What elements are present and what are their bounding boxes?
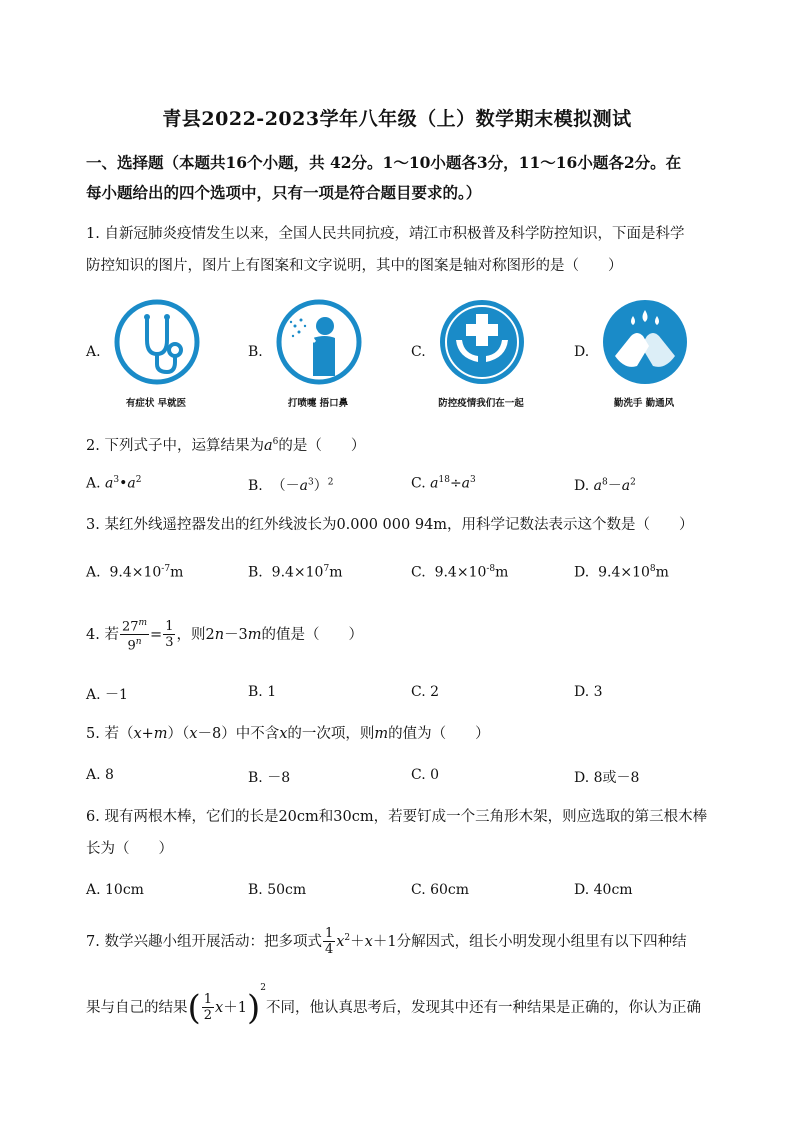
paren-close: ） [313,478,328,494]
option-c[interactable]: C. 2 [411,684,440,700]
fraction [323,926,335,957]
base: a [621,478,631,494]
base: a [593,478,602,494]
option-b[interactable]: B. －8 [248,770,291,786]
numerator: 1 [203,992,213,1008]
question-4 [86,616,716,654]
section-heading-line2: 每小题给出的四个选项中，只有一项是符合题目要求的。） [86,183,482,202]
exponent: m [138,618,148,628]
question-4-prefix: 4. 若 [86,626,119,643]
base: a [105,475,114,492]
question-1 [86,218,716,282]
plus-sign: ＋ [350,933,365,950]
fraction [202,992,214,1023]
question-6-line1: 6. 现有两根木棒，它们的长是20cm和30cm，若要钉成一个三角形木架，则应选取的第三根木棒 [86,809,708,825]
mantissa: 9.4×10 [109,564,162,581]
variable-m: m [153,726,168,742]
hands-cross-icon [436,296,528,388]
option-caption: 有症状 早就医 [125,398,187,409]
option-letter: C. [411,344,426,360]
stethoscope-icon [111,296,203,388]
unit: m [329,564,343,581]
question-6 [86,801,716,865]
denominator: 3 [165,635,174,651]
operator: • [119,475,128,492]
option-letter: B. [248,564,263,581]
question-2 [86,426,716,462]
minus-term: －3 [224,626,248,643]
option-d[interactable] [574,292,724,422]
variable-x: x [133,726,142,742]
option-letter: C. [411,564,426,581]
text: ＋1分解因式，组长小明发现小组里有以下四种结 [372,933,687,950]
question-7-line2 [86,968,716,1028]
question-5-options [86,767,726,791]
base: 9 [127,638,136,654]
option-caption: 防控疫情我们在一起 [438,398,524,409]
sneeze-icon [273,296,365,388]
option-a[interactable]: A. 10cm [86,882,144,898]
equals-sign: = [150,626,163,643]
denominator [120,635,149,653]
handwash-icon [599,296,691,388]
operator: ÷ [449,475,462,492]
option-b[interactable]: B. 1 [248,684,277,700]
option-d[interactable]: D. 40cm [574,882,633,898]
paren-open: ( [187,987,201,1028]
text: 的值为（ ） [388,726,490,742]
variable-m: m [247,626,262,643]
option-b[interactable] [248,564,342,581]
option-caption: 勤洗手 勤通风 [613,398,675,409]
plus-term: ＋1 [223,999,247,1016]
exponent: 3 [470,475,476,485]
question-3-options [86,564,726,588]
question-1-options [86,292,726,422]
text: + [141,726,154,742]
denominator: 2 [203,1008,213,1024]
exponent: 2 [344,933,351,943]
option-letter: D. [574,344,590,360]
unit: m [655,564,669,581]
variable-x: x [364,933,373,950]
option-b[interactable] [248,292,398,422]
fraction [163,619,175,650]
exponent: 2 [260,982,266,993]
unit: m [170,564,184,581]
text: 果与自己的结果 [86,999,188,1016]
mantissa: 9.4×10 [598,564,650,581]
section-heading-line1: 一、选择题（本题共16个小题，共 42分。1～10小题各3分，11～16小题各2分。在 [86,153,682,172]
option-c[interactable] [411,564,508,581]
option-d[interactable] [574,564,669,581]
option-letter: A. [86,475,101,492]
option-d[interactable]: D. 8或－8 [574,770,640,786]
text: ）（ [167,726,190,742]
mantissa: 9.4×10 [271,564,324,581]
question-2-options [86,475,726,499]
option-letter: A. [86,564,101,581]
operator: － [607,478,622,494]
option-b[interactable] [248,475,333,495]
variable-x: x [336,933,345,950]
variable-x: x [189,726,198,742]
variable-x: x [279,726,288,742]
base: a [127,475,136,492]
base: 27 [121,619,139,635]
question-4-suffix: 的值是（ ） [261,626,364,643]
paren-close: ) [246,987,261,1028]
question-7-line1 [86,918,716,962]
question-6-options [86,882,726,906]
option-a[interactable]: A. －1 [86,687,128,703]
exponent: 7 [323,564,330,574]
option-c[interactable] [411,292,561,422]
question-5 [86,718,716,750]
option-b[interactable]: B. 50cm [248,882,307,898]
question-3: 3. 某红外线遥控器发出的红外线波长为0.000 000 94m，用科学记数法表示这个数是（ ） [86,517,694,533]
variable-x: x [215,999,224,1016]
exponent: 3 [308,477,314,488]
variable-n: n [214,626,225,643]
text: 5. 若（ [86,726,134,742]
option-d[interactable] [574,475,636,495]
question-2-stem: 2. 下列式子中，运算结果为 [86,437,264,454]
exponent: 8 [602,477,608,488]
text: 的一次项，则 [287,726,375,742]
option-letter: D. [574,478,590,494]
question-1-line1: 1. 自新冠肺炎疫情发生以来，全国人民共同抗疫，靖江市积极普及科学防控知识，下面是科学 [86,226,685,242]
exponent: 3 [113,475,120,485]
text: 7. 数学兴趣小组开展活动：把多项式 [86,933,322,950]
exponent: 18 [438,475,450,485]
page-title: 青县2022-2023学年八年级（上）数学期末模拟测试 [162,108,632,130]
option-a[interactable] [86,564,183,581]
question-4-middle: ，则2 [176,626,215,643]
option-c[interactable]: C. 0 [411,767,440,783]
option-letter: A. [86,344,101,360]
question-4-options [86,684,726,708]
option-letter: C. [411,475,426,492]
option-a[interactable]: A. 8 [86,767,114,783]
option-a[interactable] [86,475,141,492]
exponent: -8 [486,564,496,574]
text: 不同，他认真思考后，发现其中还有一种结果是正确的，你认为正确 [265,999,701,1016]
option-c[interactable]: C. 60cm [411,882,470,898]
question-6-line2: 长为（ ） [86,841,173,857]
exponent: 6 [272,437,279,447]
variable-m: m [374,726,389,742]
option-letter: B. [248,478,263,494]
option-a[interactable] [86,292,236,422]
mantissa: 9.4×10 [434,564,487,581]
base: a [461,475,471,492]
numerator: 1 [165,619,174,635]
option-d[interactable]: D. 3 [574,684,603,700]
exponent: -7 [161,564,171,574]
fraction [120,616,149,654]
section-heading [86,148,726,208]
question-7 [86,918,716,1028]
option-c[interactable] [411,475,476,492]
unit: m [495,564,509,581]
exponent: 8 [649,564,656,574]
exponent: 2 [327,477,334,488]
numerator [120,616,149,635]
variable-a: a [263,437,273,454]
text: －8）中不含 [197,726,280,742]
numerator: 1 [324,926,334,942]
denominator: 4 [324,942,334,958]
question-2-stem-end: 的是（ ） [278,437,366,454]
exponent: 2 [135,475,142,485]
option-letter: B. [248,344,263,360]
exponent: n [135,637,142,648]
base: a [299,478,309,494]
question-1-line2: 防控知识的图片，图片上有图案和文字说明，其中的图案是轴对称图形的是（ ） [86,258,623,274]
base: a [430,475,439,492]
exponent: 2 [630,477,636,488]
option-letter: D. [574,564,590,581]
paren-open: （－ [271,478,300,494]
option-caption: 打喷嚏 捂口鼻 [287,398,349,409]
